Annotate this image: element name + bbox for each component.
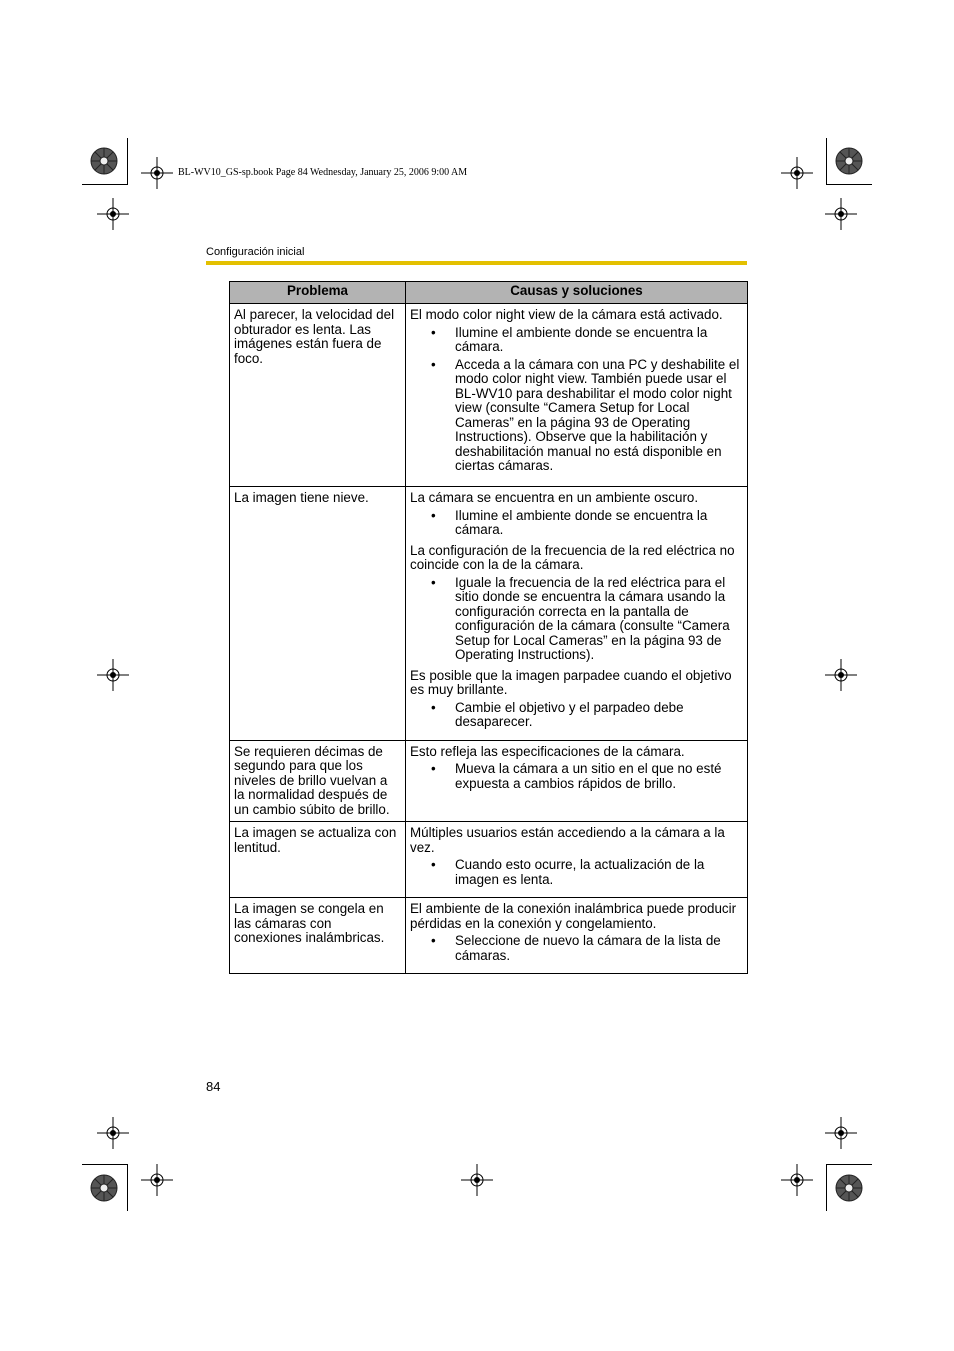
solution-list bbox=[410, 858, 743, 887]
problem-cell: La imagen se congela en las cámaras con conexiones inalámbricas. bbox=[230, 898, 406, 974]
table-row bbox=[230, 487, 748, 741]
registration-mark bbox=[97, 659, 129, 691]
page-number: 84 bbox=[206, 1079, 221, 1094]
registration-mark bbox=[825, 198, 857, 230]
troubleshooting-table bbox=[229, 281, 748, 974]
registration-mark bbox=[781, 1164, 813, 1196]
solution-list bbox=[410, 509, 743, 538]
list-item: • Acceda a la cámara con una PC y deshabilite el modo color night view. También puede usar el BL-WV10 para deshabilitar el modo color night view (consulte “Camera Setup for Local Cameras” en la página 93 de Operating Instructions). Observe que la habilitación y deshabilitación manual no está disponible en ciertas cámaras. bbox=[455, 358, 743, 474]
crop-mark bbox=[127, 138, 128, 185]
problem-cell: La imagen tiene nieve. bbox=[230, 487, 406, 741]
problem-cell: Al parecer, la velocidad del obturador es lenta. Las imágenes están fuera de foco. bbox=[230, 304, 406, 487]
registration-mark bbox=[825, 1117, 857, 1149]
solution-cell bbox=[406, 487, 748, 741]
crop-mark bbox=[127, 1164, 128, 1211]
header-problem: Problema bbox=[230, 282, 406, 304]
list-item: • Cambie el objetivo y el parpadeo debe desaparecer. bbox=[455, 701, 743, 730]
solution-list bbox=[410, 762, 743, 791]
problem-cell: La imagen se actualiza con lentitud. bbox=[230, 822, 406, 898]
cause-text: Es posible que la imagen parpadee cuando el objetivo es muy brillante. bbox=[410, 667, 732, 697]
solution-list bbox=[410, 934, 743, 963]
crop-mark bbox=[826, 1164, 872, 1165]
solution-cell bbox=[406, 304, 748, 487]
solution-cell bbox=[406, 898, 748, 974]
section-title: Configuración inicial bbox=[206, 246, 305, 258]
table-header-row bbox=[230, 282, 748, 304]
starburst-mark-bottom-left bbox=[89, 1173, 119, 1203]
cause-text: El modo color night view de la cámara está activado. bbox=[410, 307, 723, 322]
list-item: • Ilumine el ambiente donde se encuentra la cámara. bbox=[455, 326, 743, 355]
solution-list bbox=[410, 701, 743, 730]
header-solution: Causas y soluciones bbox=[406, 282, 748, 304]
registration-mark bbox=[141, 157, 173, 189]
list-item: • Ilumine el ambiente donde se encuentra la cámara. bbox=[455, 509, 743, 538]
table-row bbox=[230, 740, 748, 822]
registration-mark bbox=[97, 198, 129, 230]
cause-text: Múltiples usuarios están accediendo a la cámara a la vez. bbox=[410, 825, 725, 855]
cause-text: Esto refleja las especificaciones de la cámara. bbox=[410, 743, 685, 759]
crop-mark bbox=[82, 184, 128, 185]
list-item: • Iguale la frecuencia de la red eléctrica para el sitio donde se encuentra la cámara usando la configuración correcta en la pantalla de configuración de la cámara (consulte “Camera Setup for Local Cameras” en la página 93 de Operating Instructions). bbox=[455, 576, 743, 663]
list-item: • Cuando esto ocurre, la actualización de la imagen es lenta. bbox=[455, 858, 743, 887]
crop-mark bbox=[826, 1164, 827, 1211]
table-row bbox=[230, 898, 748, 974]
cause-text: La cámara se encuentra en un ambiente oscuro. bbox=[410, 490, 699, 505]
problem-cell: Se requieren décimas de segundo para que los niveles de brillo vuelvan a la normalidad después de un cambio súbito de brillo. bbox=[230, 740, 406, 822]
list-item: • Seleccione de nuevo la cámara de la lista de cámaras. bbox=[455, 934, 743, 963]
starburst-mark-top-right bbox=[834, 146, 864, 176]
registration-mark bbox=[141, 1164, 173, 1196]
section-rule bbox=[206, 261, 747, 265]
starburst-mark-bottom-right bbox=[834, 1173, 864, 1203]
solution-cell bbox=[406, 822, 748, 898]
registration-mark bbox=[825, 659, 857, 691]
print-slug: BL-WV10_GS-sp.book Page 84 Wednesday, January 25, 2006 9:00 AM bbox=[178, 167, 468, 178]
solution-list bbox=[410, 326, 743, 474]
table-row bbox=[230, 822, 748, 898]
solution-list bbox=[410, 576, 743, 663]
list-item: • Mueva la cámara a un sitio en el que no esté expuesta a cambios rápidos de brillo. bbox=[455, 762, 743, 791]
registration-mark bbox=[781, 157, 813, 189]
crop-mark bbox=[826, 184, 872, 185]
crop-mark bbox=[826, 138, 827, 185]
solution-cell bbox=[406, 740, 748, 822]
cause-text: El ambiente de la conexión inalámbrica puede producir pérdidas en la conexión y congelamiento. bbox=[410, 901, 737, 931]
table-row bbox=[230, 304, 748, 487]
registration-mark bbox=[461, 1164, 493, 1196]
cause-text: La configuración de la frecuencia de la red eléctrica no coincide con la de la cámara. bbox=[410, 542, 735, 572]
registration-mark bbox=[97, 1117, 129, 1149]
starburst-mark-top-left bbox=[89, 146, 119, 176]
crop-mark bbox=[82, 1164, 128, 1165]
